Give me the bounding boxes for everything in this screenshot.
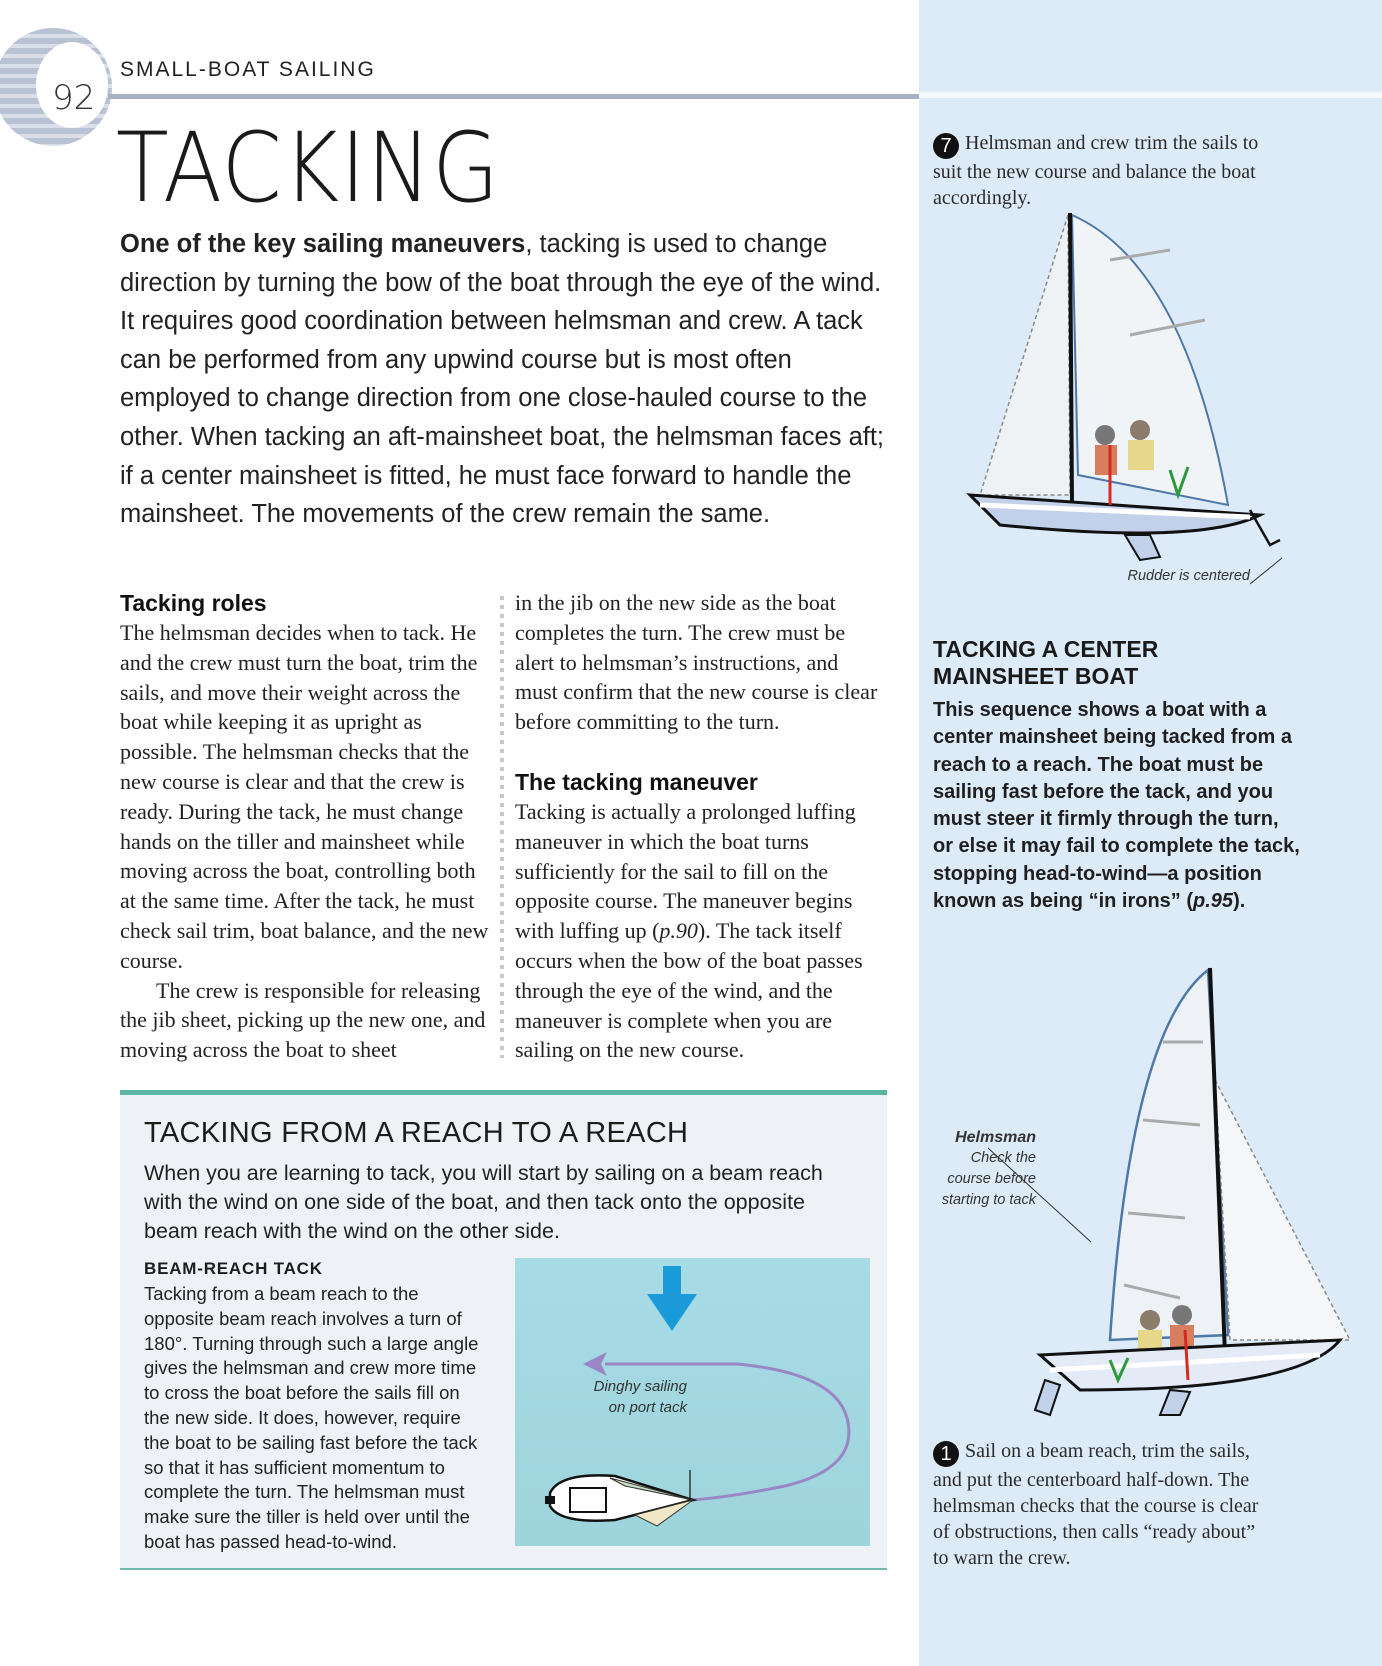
heading-tacking-roles: Tacking roles: [120, 590, 267, 616]
step-7-caption: 7 Helmsman and crew trim the sails to suit the new course and balance the boat accordingly.: [933, 132, 1259, 209]
section-label: SMALL-BOAT SAILING: [120, 58, 376, 81]
page-ref-link[interactable]: p.95: [1193, 890, 1234, 913]
rudder-leader-line: [1250, 556, 1290, 586]
sailboat-step-7-illustration: [960, 205, 1300, 565]
panel-lead: When you are learning to tack, you will start by sailing on a beam reach with the wind on one side of the boat, and then tack onto the opposite beam reach with the wind on the other side.: [144, 1161, 823, 1243]
header-rule: [108, 94, 919, 99]
dinghy-icon: [545, 1470, 693, 1526]
panel-subheading: BEAM-REACH TACK: [144, 1259, 323, 1278]
sidebar-header-gap: [919, 92, 1382, 98]
heading-tacking-maneuver: The tacking maneuver: [515, 768, 758, 795]
page-title: TACKING: [116, 112, 501, 224]
column-left: [120, 588, 490, 1065]
maneuver-para: Tacking is actually a prolonged luffing maneuver in which the boat turns sufficiently for the sail to fill on the opposite course. The maneuver begins with luffing up (p.90). The tack itself occurs when the bow of the boat passes through the eye of the wind, and the maneuver is complete when you are sailing on the new course.: [515, 798, 863, 1063]
intro-paragraph: [120, 225, 900, 534]
step-1-caption: 1 Sail on a beam reach, trim the sails, and put the centerboard half-down. The helmsman checks that the course is clear of obstructions, then calls “ready about” to warn the crew.: [933, 1440, 1259, 1569]
roles-para-1: The helmsman decides when to tack. He and the crew must turn the boat, trim the sails, and move their weight across the boat while keeping it as upright as possible. The helmsman checks that the new course is clear and that the crew is ready. During the tack, he must change hands on the tiller and mainsheet while moving across the boat, controlling both at the same time. After the tack, he must check sail trim, boat balance, and the new course.: [120, 620, 489, 973]
helmsman-note: Helmsman Check the course before starting to tack: [941, 1129, 1036, 1208]
column-right: [515, 588, 885, 1065]
column-divider: [500, 596, 504, 1058]
intro-text: , tacking is used to change direction by turning the bow of the boat through the eye of the wind. It requires good coordination between helmsman and crew. A tack can be performed from any upwind course but is most often employed to change direction from one close-hauled course to the other. When tacking an aft-mainsheet boat, the helmsman faces aft; if a center mainsheet is fitted, he must face forward to handle the mainsheet. The movements of the crew remain the same.: [120, 230, 885, 529]
step-number-badge: 1: [933, 1441, 959, 1467]
course-arrowhead-icon: [583, 1352, 607, 1376]
step-number-badge: 7: [933, 133, 959, 159]
roles-para-2: The crew is responsible for releasing the jib sheet, picking up the new one, and moving across the boat to sheet: [120, 977, 486, 1063]
page-number: 92: [52, 78, 96, 118]
intro-lead: One of the key sailing maneuvers: [120, 230, 526, 258]
helmsman-leader-line: [986, 1146, 1096, 1246]
wind-arrow-icon: [647, 1266, 697, 1331]
dinghy-label: Dinghy sailing on port tack: [593, 1378, 687, 1416]
rudder-note: Rudder is centered: [1127, 568, 1250, 584]
page-ref-link[interactable]: p.90: [659, 918, 698, 944]
diagram-graphic: [515, 1258, 870, 1546]
roles-para-2-cont: in the jib on the new side as the boat completes the turn. The crew must be alert to helmsman’s instructions, and must confirm that the new course is clear before committing to the turn.: [515, 590, 878, 735]
sidebar-heading: TACKING A CENTER MAINSHEET BOAT: [933, 636, 1159, 689]
panel-title: TACKING FROM A REACH TO A REACH: [144, 1117, 689, 1149]
panel-body: Tacking from a beam reach to the opposite beam reach involves a turn of 180°. Turning through such a large angle gives the helmsman and crew more time to cross the boat before the sails fill on the new side. It does, however, require the boat to be sailing fast before the tack so that it has sufficient momentum to complete the turn. The helmsman must make sure the tiller is held over until the boat has passed head-to-wind.: [144, 1283, 479, 1552]
beam-reach-diagram: [515, 1258, 870, 1546]
sidebar-body: This sequence shows a boat with a center mainsheet being tacked from a reach to a reach. The boat must be sailing fast before the tack, and you must steer it firmly through the turn, or else it may fail to complete the tack, stopping head-to-wind—a position known as being “in irons” (p.95).: [933, 699, 1300, 913]
